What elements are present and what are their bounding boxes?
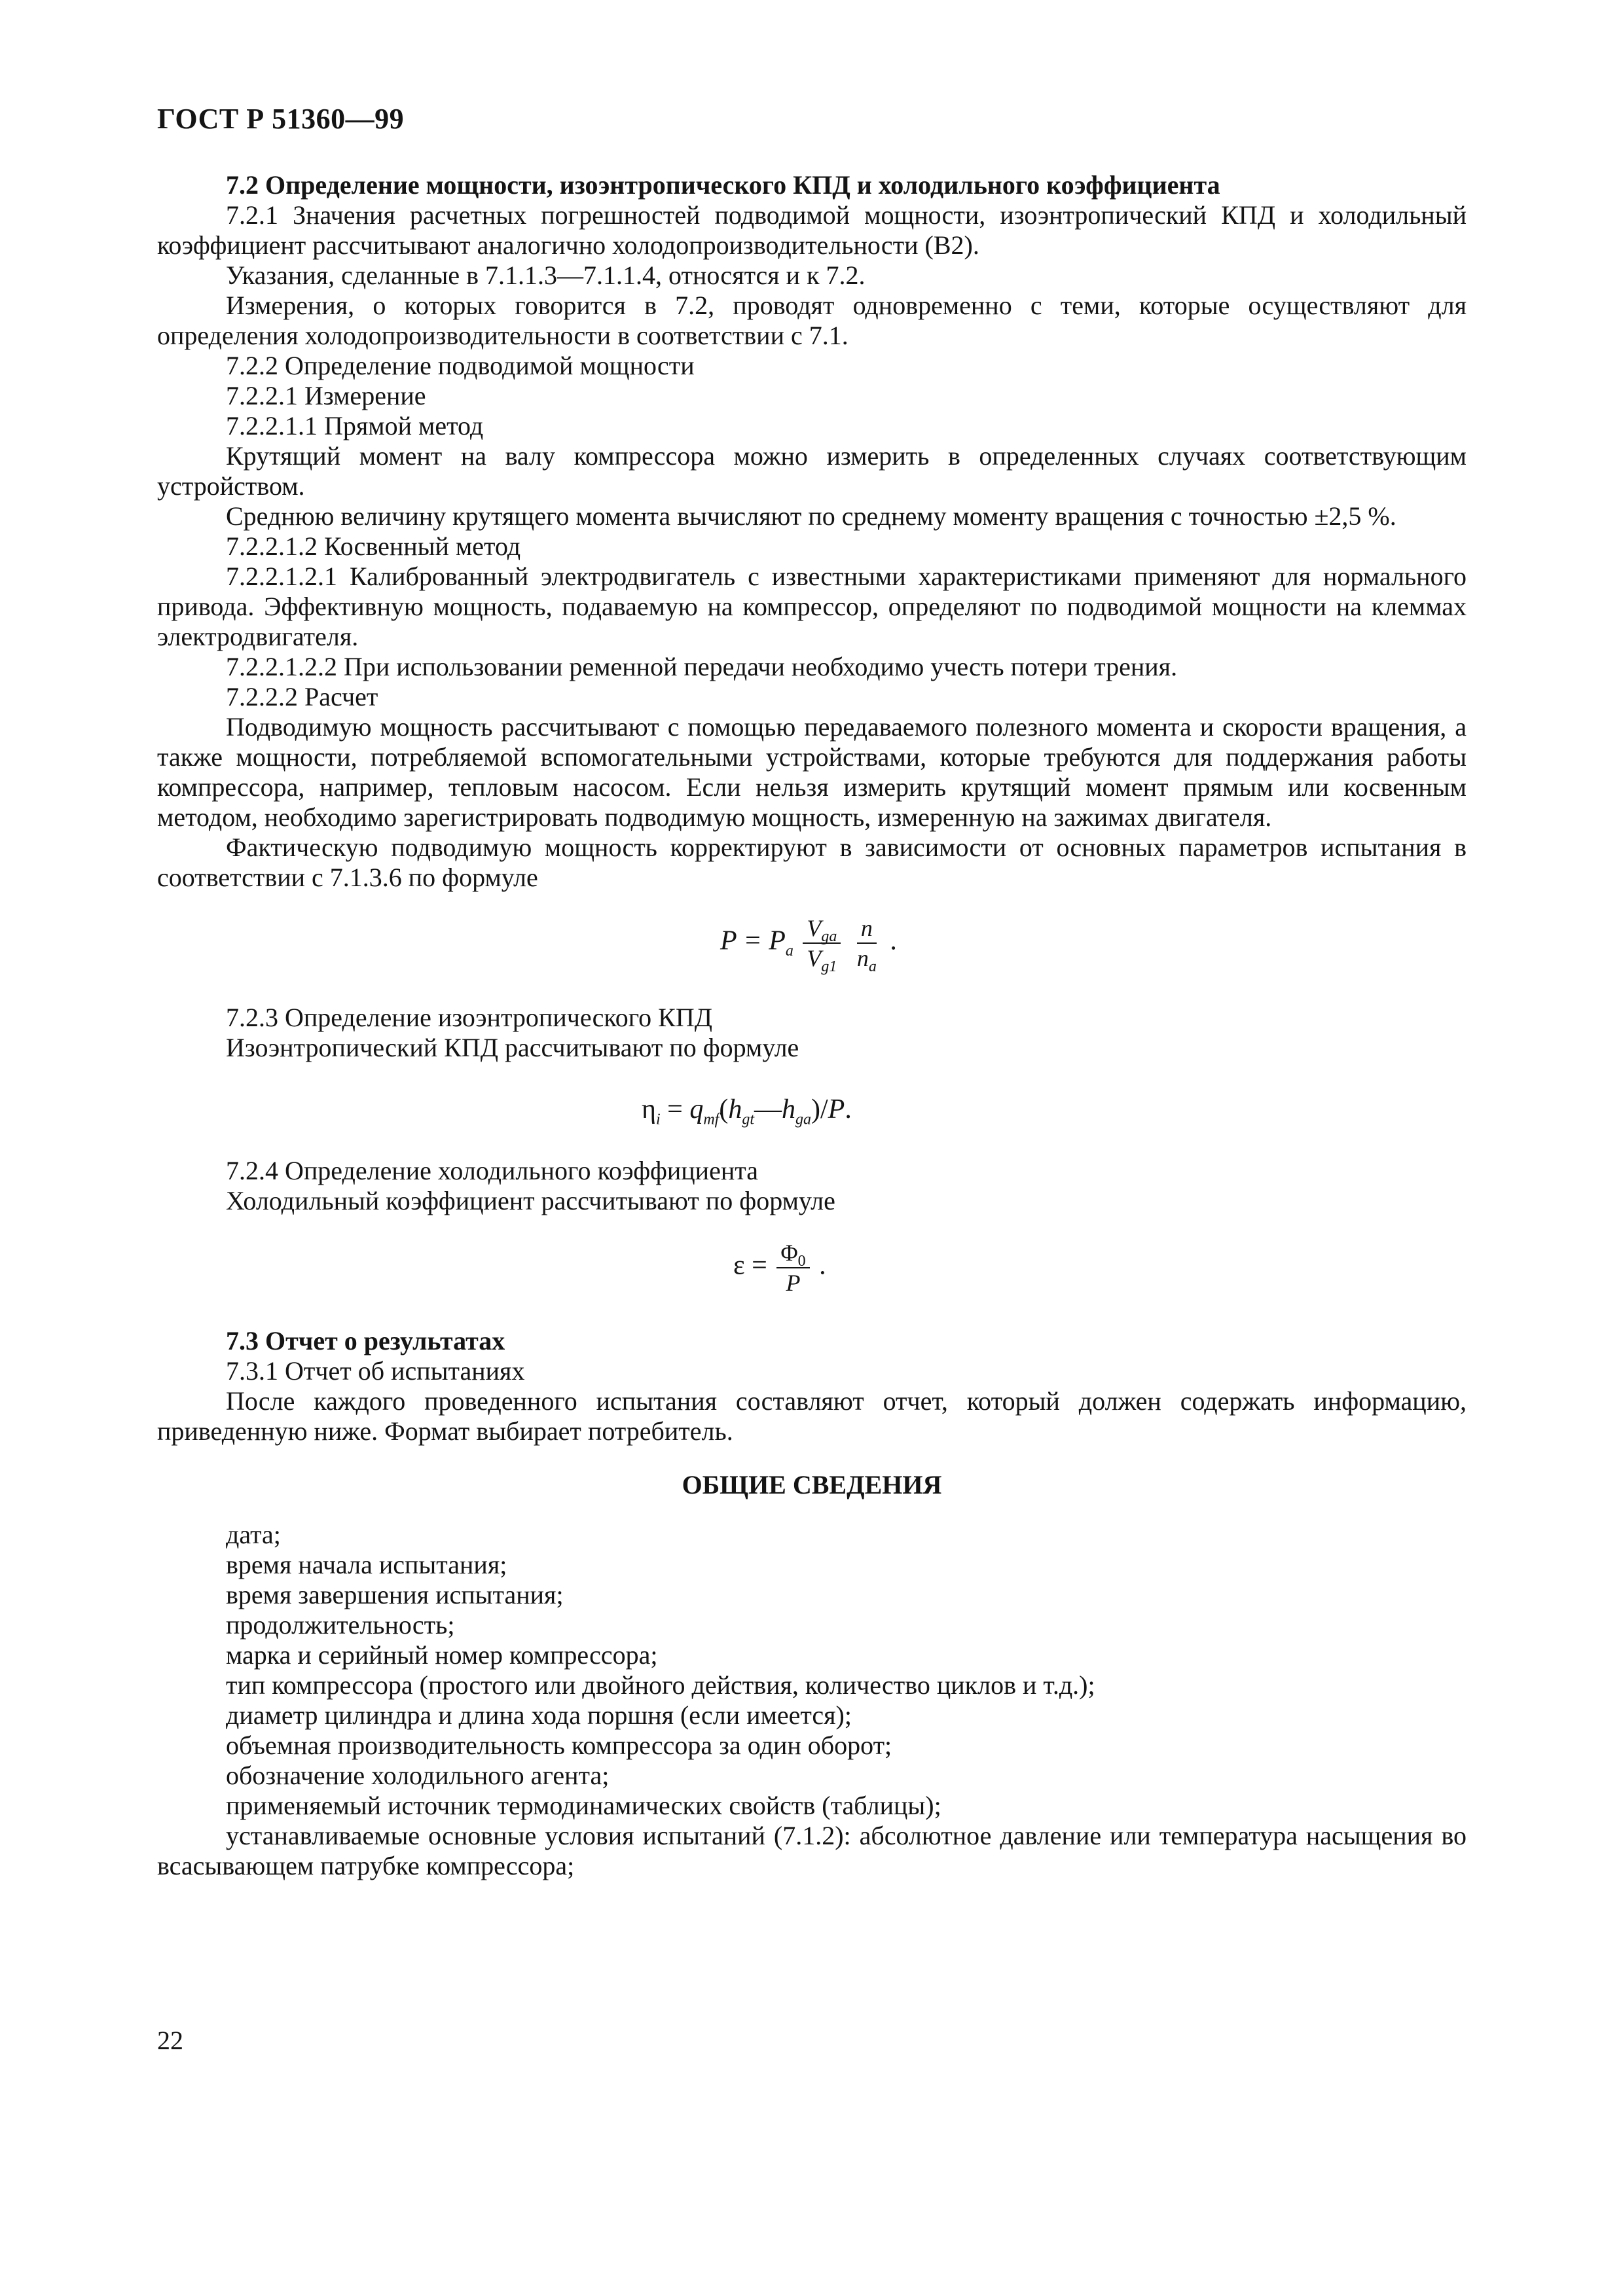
subsection-title-7-2-2-1: 7.2.2.1 Измерение — [226, 381, 426, 410]
subsection-title-7-2-2-2: 7.2.2.2 Расчет — [226, 682, 378, 711]
formula-end: . — [845, 1094, 852, 1124]
formula-factor-sub: a — [785, 942, 793, 960]
frac-num: Φ — [780, 1240, 798, 1266]
paragraph: После каждого проведенного испытания составляют отчет, который должен содержать информацию, приведенную ниже. Формат выбирает потребитель. — [157, 1386, 1467, 1446]
general-info-heading: ОБЩИЕ СВЕДЕНИЯ — [682, 1470, 942, 1499]
document-header: ГОСТ Р 51360—99 — [157, 103, 405, 135]
page-number: 22 — [157, 2026, 183, 2055]
q-sub: mf — [703, 1111, 720, 1128]
paragraph: Среднюю величину крутящего момента вычисляют по среднему моменту вращения с точностью ±2,5 %. — [226, 501, 1396, 531]
list-item: время начала испытания; — [226, 1550, 507, 1579]
frac-num: V — [807, 915, 822, 941]
list-item: дата; — [226, 1520, 281, 1549]
list-item: объемная производительность компрессора за один оборот; — [226, 1731, 892, 1760]
subsection-title-7-2-2: 7.2.2 Определение подводимой мощности — [226, 351, 695, 380]
list-item: продолжительность; — [226, 1610, 455, 1640]
frac-den-sub: a — [868, 958, 877, 976]
formula-efficiency-expression — [642, 1094, 852, 1128]
formula-power-expression — [720, 915, 897, 976]
h1-symbol: h — [728, 1094, 742, 1124]
h2-symbol: h — [782, 1094, 795, 1124]
formula-factor: P — [769, 925, 786, 956]
formula-power — [157, 906, 1467, 991]
frac-num: n — [860, 915, 873, 941]
formula-cop — [157, 1229, 1467, 1314]
equals: = — [660, 1094, 690, 1124]
subsection-title-7-2-4: 7.2.4 Определение холодильного коэффициента — [226, 1156, 758, 1185]
dash: — — [754, 1094, 782, 1124]
formula-end: . — [890, 925, 897, 956]
list-item: применяемый источник термодинамических свойств (таблицы); — [226, 1791, 941, 1820]
page-content — [157, 170, 1467, 1881]
frac-den-sub: g1 — [821, 958, 837, 976]
frac-den: P — [786, 1270, 801, 1296]
paragraph: Изоэнтропический КПД рассчитывают по формуле — [226, 1033, 799, 1062]
h1-sub: gt — [742, 1111, 754, 1128]
formula-end: . — [819, 1250, 826, 1281]
fraction-cop — [776, 1240, 809, 1296]
formula-lhs: ε = — [733, 1250, 767, 1281]
frac-num-sub: ga — [821, 928, 837, 946]
paren-open: ( — [719, 1094, 729, 1124]
paragraph: Указания, сделанные в 7.1.1.3—7.1.1.4, относятся и к 7.2. — [226, 260, 866, 290]
list-item: устанавливаемые основные условия испытаний (7.1.2): абсолютное давление или температура насыщения во всасывающем патрубке компрессора; — [157, 1821, 1467, 1880]
list-item: диаметр цилиндра и длина хода поршня (если имеется); — [226, 1700, 852, 1730]
formula-efficiency — [157, 1076, 1467, 1144]
paren-close: )/ — [811, 1094, 828, 1124]
formula-cop-expression — [733, 1240, 826, 1296]
h2-sub: ga — [795, 1111, 811, 1128]
subsection-title-7-3-1: 7.3.1 Отчет об испытаниях — [226, 1356, 525, 1386]
section-heading-7-2: 7.2 Определение мощности, изоэнтропического КПД и холодильного коэффициента — [226, 170, 1220, 200]
fraction-volume — [803, 915, 841, 976]
eta-symbol: η — [642, 1094, 656, 1124]
paragraph: Подводимую мощность рассчитывают с помощью передаваемого полезного момента и скорости вращения, а также мощности, потребляемой вспомогательными устройствами, которые требуются для поддержания работы компрессора, например, тепловым насосом. Если нельзя измерить крутящий момент прямым или косвенным методом, необходимо зарегистрировать подводимую мощность, измеренную на зажимах двигателя. — [157, 712, 1467, 832]
frac-den: n — [856, 945, 869, 971]
formula-lhs: P = — [720, 925, 762, 956]
list-item: марка и серийный номер компрессора; — [226, 1640, 658, 1670]
paragraph: Измерения, о которых говорится в 7.2, проводят одновременно с теми, которые осуществляют для определения холодопроизводительности в соответствии с 7.1. — [157, 291, 1467, 350]
subsection-title-7-2-2-1-1: 7.2.2.1.1 Прямой метод — [226, 411, 484, 440]
paragraph: Фактическую подводимую мощность корректируют в зависимости от основных параметров испытания в соответствии с 7.1.3.6 по формуле — [157, 833, 1467, 892]
paragraph-7-2-2-1-2-2: 7.2.2.1.2.2 При использовании ременной передачи необходимо учесть потери трения. — [226, 652, 1178, 681]
eta-sub: i — [655, 1111, 661, 1128]
paragraph-7-2-1: 7.2.1 Значения расчетных погрешностей подводимой мощности, изоэнтропический КПД и холодильный коэффициент рассчитывают аналогично холодопроизводительности (В2). — [157, 200, 1467, 260]
frac-den: V — [807, 945, 822, 971]
section-heading-7-3: 7.3 Отчет о результатах — [226, 1326, 505, 1355]
paragraph: Крутящий момент на валу компрессора можно измерить в определенных случаях соответствующим устройством. — [157, 441, 1467, 501]
subsection-title-7-2-3: 7.2.3 Определение изоэнтропического КПД — [226, 1003, 713, 1032]
paragraph: Холодильный коэффициент рассчитывают по формуле — [226, 1186, 835, 1215]
subsection-title-7-2-2-1-2: 7.2.2.1.2 Косвенный метод — [226, 531, 521, 561]
fraction-speed — [853, 915, 881, 976]
list-item: тип компрессора (простого или двойного действия, количество циклов и т.д.); — [226, 1670, 1095, 1700]
paragraph-7-2-2-1-2-1: 7.2.2.1.2.1 Калиброванный электродвигатель с известными характеристиками применяют для нормального привода. Эффективную мощность, подаваемую на компрессор, определяют по подводимой мощности на клеммах электродвигателя. — [157, 562, 1467, 651]
frac-num-sub: 0 — [797, 1253, 806, 1270]
p-symbol: P — [828, 1094, 845, 1124]
list-item: обозначение холодильного агента; — [226, 1761, 610, 1790]
q-symbol: q — [689, 1094, 704, 1124]
list-item: время завершения испытания; — [226, 1580, 564, 1609]
